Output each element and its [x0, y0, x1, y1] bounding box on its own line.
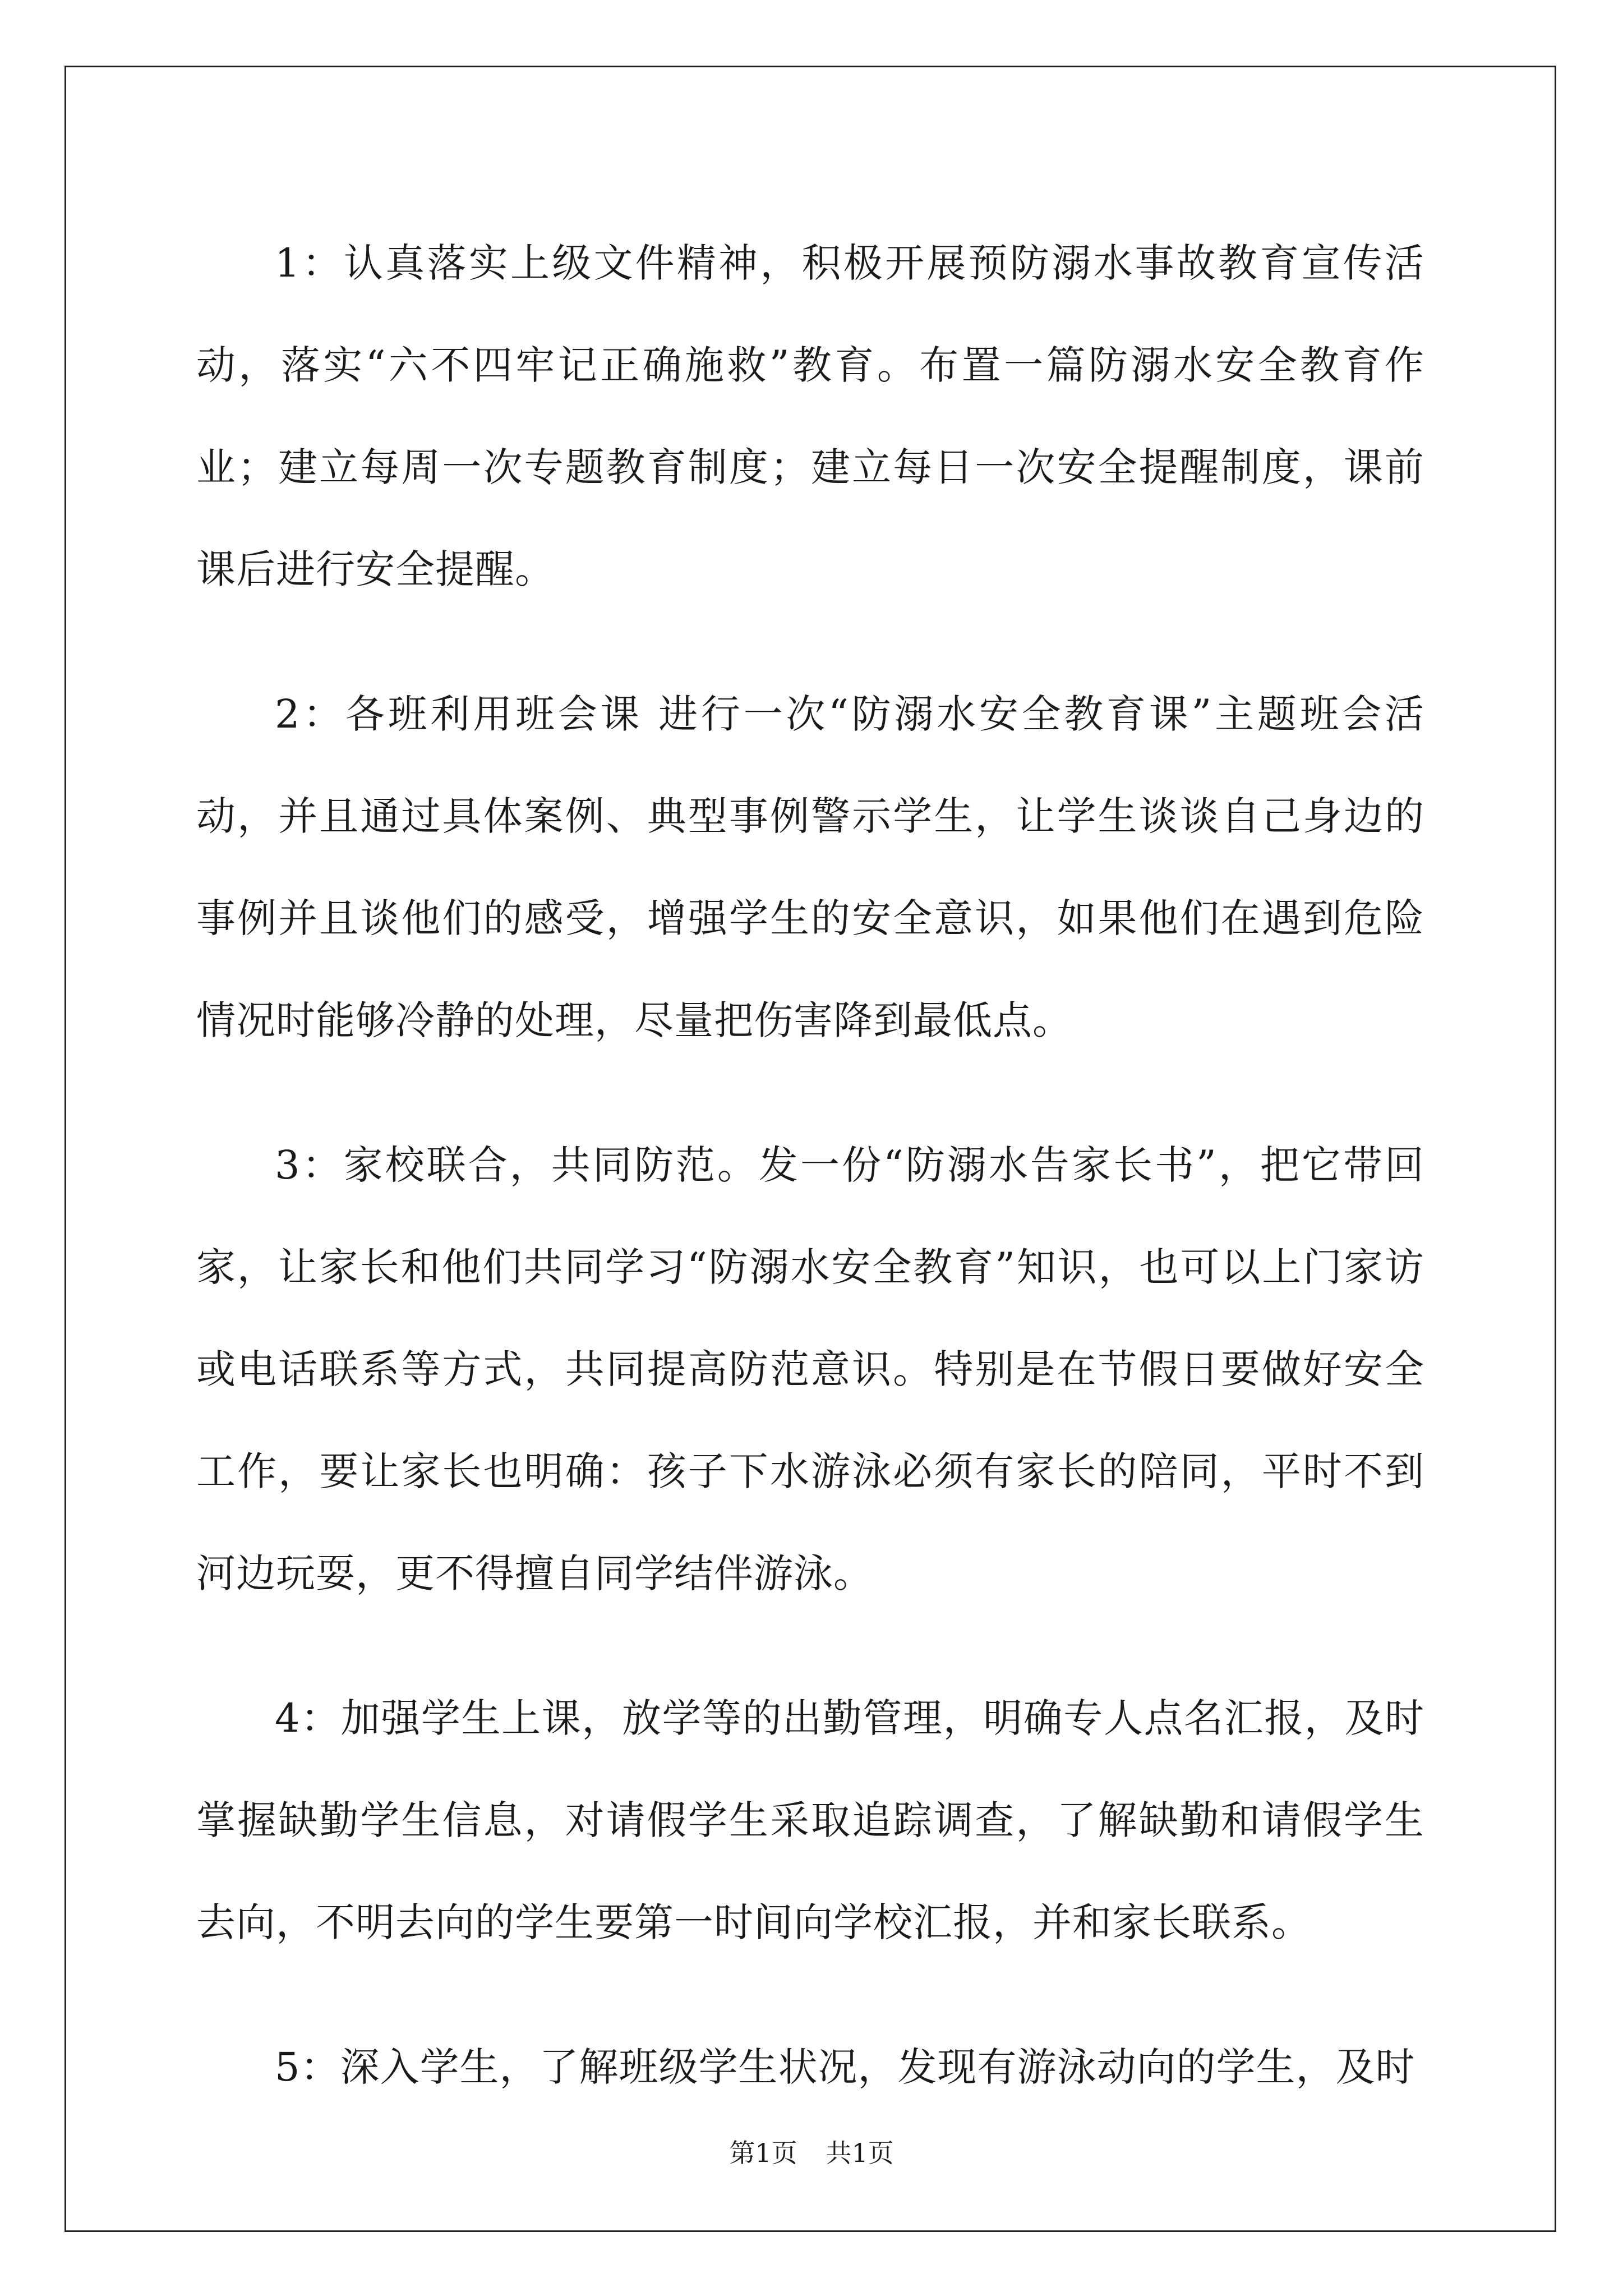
- page-footer: [0, 2136, 1623, 2170]
- page-number: 第1页: [729, 2138, 797, 2168]
- paragraph-5: [196, 2016, 1424, 2118]
- paragraph-text: 1：认真落实上级文件精神，积极开展预防溺水事故教育宣传活动，落实“六不四牢记正确施救”教育。布置一篇防溺水安全教育作业；建立每周一次专题教育制度；建立每日一次安全提醒制度，课前课后进行安全提醒。: [196, 240, 1424, 592]
- paragraph-4: [196, 1667, 1424, 1973]
- paragraph-1: [196, 212, 1424, 620]
- paragraph-text: 5：深入学生，了解班级学生状况，发现有游泳动向的学生，及时: [275, 2044, 1415, 2090]
- paragraph-3: [196, 1114, 1424, 1625]
- paragraph-2: [196, 663, 1424, 1071]
- paragraph-text: 2：各班利用班会课 进行一次“防溺水安全教育课”主题班会活动，并且通过具体案例、典型事例警示学生，让学生谈谈自己身边的事例并且谈他们的感受，增强学生的安全意识，如果他们在遇到危险情况时能够冷静的处理，尽量把伤害降到最低点。: [196, 691, 1424, 1043]
- document-body: [196, 212, 1424, 2161]
- paragraph-text: 3：家校联合，共同防范。发一份“防溺水告家长书”，把它带回家，让家长和他们共同学习“防溺水安全教育”知识，也可以上门家访或电话联系等方式，共同提高防范意识。特别是在节假日要做好安全工作，要让家长也明确：孩子下水游泳必须有家长的陪同，平时不到河边玩耍，更不得擅自同学结伴游泳。: [196, 1142, 1424, 1596]
- paragraph-text: 4：加强学生上课，放学等的出勤管理，明确专人点名汇报，及时掌握缺勤学生信息，对请假学生采取追踪调查，了解缺勤和请假学生去向，不明去向的学生要第一时间向学校汇报，并和家长联系。: [196, 1695, 1424, 1945]
- page-total: 共1页: [826, 2138, 894, 2168]
